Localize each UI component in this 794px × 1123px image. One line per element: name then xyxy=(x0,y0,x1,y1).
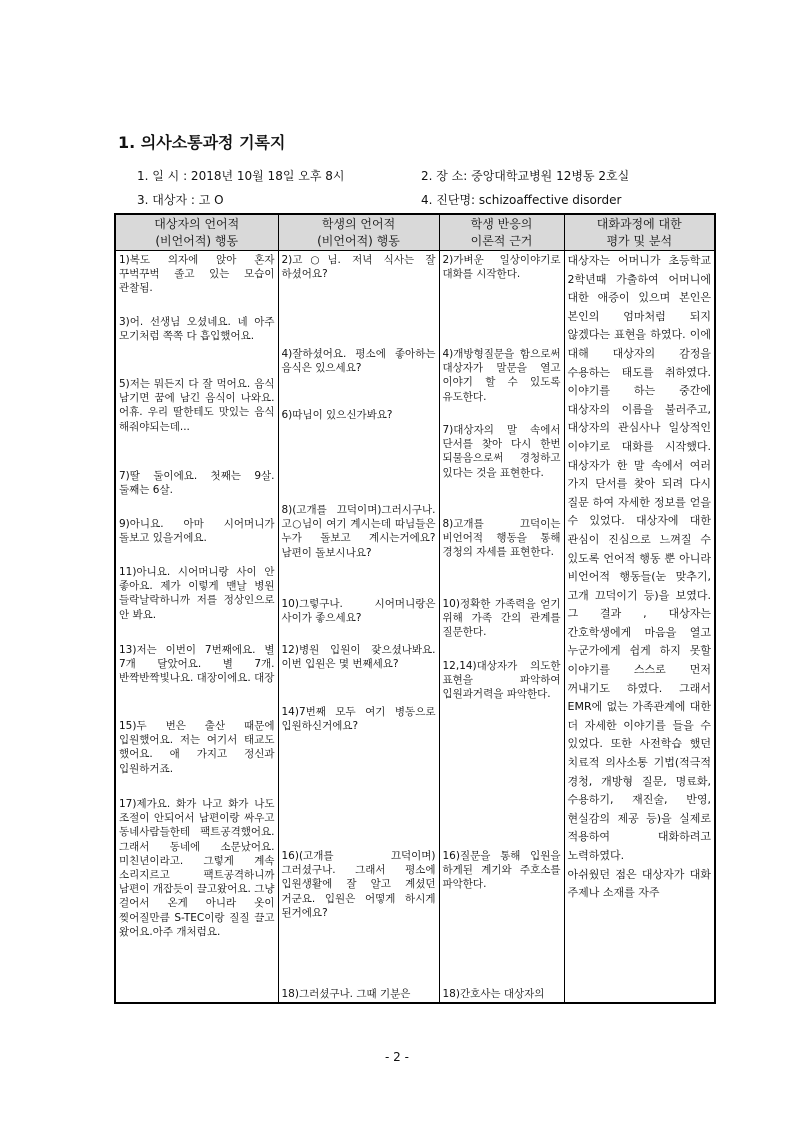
student-item: 14)7번째 모두 여기 병동으로 입원하신거에요? xyxy=(281,706,436,733)
communication-record-table xyxy=(114,213,716,1004)
rationale-item: 8)고개를 끄덕이는 비언어적 행동을 통해 경청의 자세를 표현한다. xyxy=(442,518,561,559)
patient-item: 17)제가요. 화가 나고 화가 나도 조절이 안되어서 남편이랑 싸우고 동네사람들한테 팩트공격했어요. 그래서 동네에 소문났어요. 미친년이라고. 그렇게 계속 소리지르고 팩트공격하니까 남편이 개잡듯이 끌고왔어요. 그냥 걸어서 온게 아니라 옷이 찢어질만큼 S-TEC이랑 질질 끌고 왔어요.아주 개처럼요. xyxy=(119,798,275,938)
info-datetime: 1. 일 시 : 2018년 10월 18일 오후 8시 xyxy=(137,169,345,183)
page-title: 1. 의사소통과정 기록지 xyxy=(118,133,286,152)
patient-column xyxy=(116,251,278,1005)
rationale-item: 2)가벼운 일상이야기로 대화를 시작한다. xyxy=(442,254,561,281)
rationale-column xyxy=(439,251,564,1005)
patient-item: 9)아니요. 아마 시어머니가 돌보고 있을거에요. xyxy=(119,518,275,545)
header-rationale: 학생 반응의 이론적 근거 xyxy=(439,215,564,251)
page-number: - 2 - xyxy=(385,1050,409,1064)
rationale-item: 7)대상자의 말 속에서 단서를 찾아 다시 한번 되물음으로써 경청하고 있다는 것을 표현한다. xyxy=(442,424,561,479)
rationale-item: 10)정확한 가족력을 얻기 위해 가족 간의 관계를 질문한다. xyxy=(442,598,561,639)
patient-item: 3)어. 선생님 오셨네요. 네 아주 모기처럼 쪽쪽 다 흡입했어요. xyxy=(119,316,275,343)
rationale-item: 18)간호사는 대상자의 xyxy=(442,988,545,1000)
student-item: 2)고○님. 저녁 식사는 잘 하셨어요? xyxy=(281,254,436,281)
table-row xyxy=(116,251,714,1005)
header-evaluation: 대화과정에 대한 평가 및 분석 xyxy=(564,215,714,251)
student-item: 6)따님이 있으신가봐요? xyxy=(281,409,393,421)
student-item: 4)잘하셨어요. 평소에 좋아하는 음식은 있으세요? xyxy=(281,348,436,375)
info-patient: 3. 대상자 : 고 O xyxy=(137,193,224,207)
table-header-row xyxy=(116,215,714,251)
patient-item: 11)아니요. 시어머니랑 사이 안 좋아요. 제가 이렇게 맨날 병원 들락날락하니까 저를 정상인으로 안 봐요. xyxy=(119,566,275,621)
evaluation-column xyxy=(564,251,714,1005)
info-place: 2. 장 소: 중앙대학교병원 12병동 2호실 xyxy=(421,169,630,183)
student-item: 10)그렇구나. 시어머니랑은 사이가 좋으세요? xyxy=(281,598,436,625)
header-student-behavior: 학생의 언어적 (비언어적) 행동 xyxy=(278,215,439,251)
patient-item: 5)저는 뭐든지 다 잘 먹어요. 음식 남기면 꿈에 남긴 음식이 나와요. 어휴. 우리 딸한테도 맛있는 음식 해줘야되는데... xyxy=(119,378,275,433)
rationale-item: 16)질문을 통해 입원을 하게된 계기와 주호소를 파악한다. xyxy=(442,850,561,891)
patient-item: 7)딸 둘이에요. 첫째는 9살. 둘째는 6살. xyxy=(119,470,275,497)
student-item: 16)(고개를 끄덕이며)그러셨구나. 그래서 평소에 입원생활에 잘 알고 계셨던 거군요. 입원은 어떻게 하시게 된거에요? xyxy=(281,850,436,919)
evaluation-text: 대상자는 어머니가 초등학교 2학년때 가출하여 어머니에 대한 애증이 있으며 본인은 본인의 엄마처럼 되지 않겠다는 표현을 하였다. 이에 대해 대상자의 감정을 수용하는 태도를 취하였다. 이야기를 하는 중간에 대상자의 이름을 불러주고, 대상자의 관심사나 일상적인 이야기로 대화를 시작했다. 대상자가 한 말 속에서 여러 가지 단서를 찾아 되려 다시 질문 하여 자세한 정보를 얻을 수 있었다. 대상자에 대한 관심이 진심으로 느껴질 수 있도록 언어적 행동 뿐 아니라 비언어적 행동들(눈 맞추기, 고개 끄덕이기 등)을 보였다. 그 결과 , 대상자는 간호학생에게 마음을 열고 누군가에게 쉽게 하지 못할 이야기를 스스로 먼저 꺼내기도 하였다. 그래서 EMR에 없는 가족관계에 대한 더 자세한 이야기를 들을 수 있었다. 또한 사전학습 했던 치료적 의사소통 기법(적극적 경청, 개방형 질문, 명료화, 수용하기, 재진술, 반영, 현실감의 제공 등)을 실제로 적용하여 대화하려고 노력하였다. xyxy=(567,254,711,862)
patient-item: 15)두 번은 출산 때문에 입원했어요. 저는 여기서 태교도 했어요. 애 가지고 정신과 입원하거죠. xyxy=(119,720,275,775)
info-diagnosis: 4. 진단명: schizoaffective disorder xyxy=(421,193,622,207)
evaluation-text-continued: 아쉬웠던 점은 대상자가 대화 주제나 소재를 자주 xyxy=(567,867,711,900)
header-patient-behavior: 대상자의 언어적 (비언어적) 행동 xyxy=(116,215,278,251)
student-column xyxy=(278,251,439,1005)
rationale-item: 4)개방형질문을 함으로써 대상자가 말문을 열고 이야기 할 수 있도록 유도한다. xyxy=(442,348,561,403)
student-item: 12)병원 입원이 잦으셨나봐요. 이번 입원은 몇 번째세요? xyxy=(281,644,436,671)
student-item: 18)그러셨구나. 그때 기분은 xyxy=(281,988,411,1000)
patient-item: 13)저는 이번이 7번째에요. 별 7개 달았어요. 별 7개. 반짝반짝빛나요. 대장이에요. 대장 xyxy=(119,644,275,685)
student-item: 8)(고개를 끄덕이며)그러시구나. 고○님이 여기 계시는데 따님들은 누가 돌보고 계시는거에요? 남편이 돌보시나요? xyxy=(281,504,436,559)
patient-item: 1)복도 의자에 앉아 혼자 꾸벅꾸벅 졸고 있는 모습이 관찰됨. xyxy=(119,254,275,295)
rationale-item: 12,14)대상자가 의도한 표현을 파악하여 입원과거력을 파악한다. xyxy=(442,660,561,701)
